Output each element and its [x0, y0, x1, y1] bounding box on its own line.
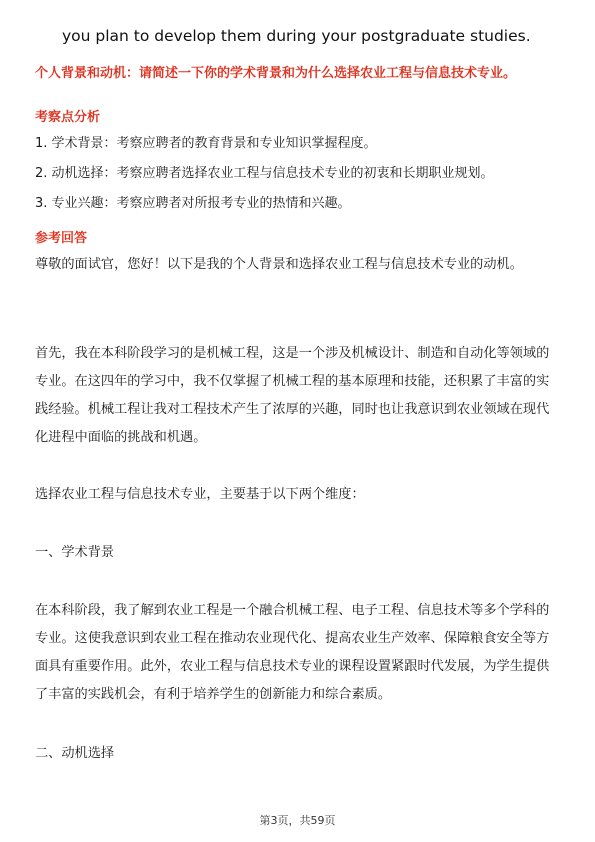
answer-academic-paragraph: 在本科阶段，我了解到农业工程是一个融合机械工程、电子工程、信息技术等多个学科的专业。这使我意识到农业工程在推动农业现代化、提高农业生产效率、保障粮食安全等方面具有重要作用。此外，农业工程与信息技术专业的课程设置紧跟时代发展，为学生提供了丰富的实践机会，有利于培养学生的创新能力和综合素质。 [35, 603, 550, 702]
answer-greeting-paragraph: 尊敬的面试官，您好！以下是我的个人背景和选择农业工程与信息技术专业的动机。 [35, 257, 523, 272]
analysis-item: 1. 学术背景：考察应聘者的教育背景和专业知识掌握程度。 [35, 136, 377, 151]
analysis-item: 3. 专业兴趣：考察应聘者对所报考专业的热情和兴趣。 [35, 196, 351, 211]
analysis-heading: 考察点分析 [35, 110, 101, 125]
answer-choice-intro: 选择农业工程与信息技术专业，主要基于以下两个维度： [35, 487, 365, 502]
page-number: 第3页，共59页 [259, 814, 336, 827]
analysis-item: 2. 动机选择：考察应聘者选择农业工程与信息技术专业的初衷和长期职业规划。 [35, 166, 494, 181]
continued-question-text: you plan to develop them during your postgraduate studies. [62, 27, 531, 45]
subheading-motivation: 二、动机选择 [35, 746, 115, 761]
question-title: 个人背景和动机：请简述一下你的学术背景和为什么选择农业工程与信息技术专业。 [35, 66, 517, 81]
answer-heading: 参考回答 [35, 231, 88, 246]
answer-background-paragraph: 首先，我在本科阶段学习的是机械工程，这是一个涉及机械设计、制造和自动化等领域的专业。在这四年的学习中，我不仅掌握了机械工程的基本原理和技能，还积累了丰富的实践经验。机械工程让我对工程技术产生了浓厚的兴趣，同时也让我意识到农业领域在现代化进程中面临的挑战和机遇。 [35, 346, 550, 445]
subheading-academic: 一、学术背景 [35, 545, 115, 560]
